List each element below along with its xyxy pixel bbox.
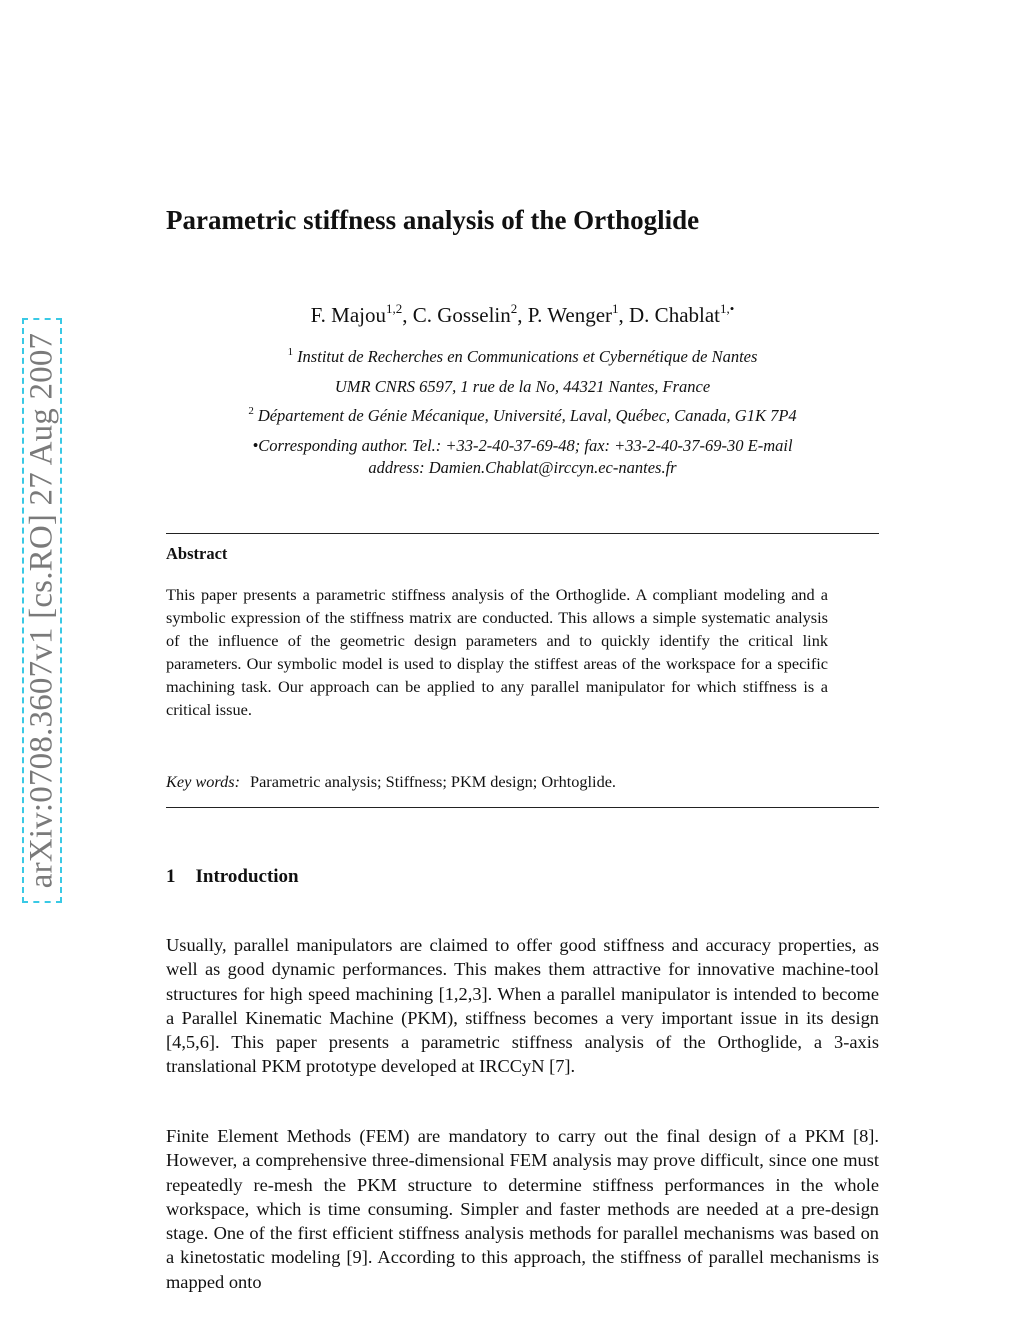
author-4: D. Chablat$^{1,•}$: [629, 301, 735, 327]
arxiv-identifier-stamp: [22, 318, 62, 903]
keywords-text: Parametric analysis; Stiffness; PKM design; Orhtoglide.: [250, 772, 617, 791]
arxiv-identifier-text: arXiv:0708.3607v1 [cs.RO] 27 Aug 2007: [23, 332, 60, 889]
affiliation-1-mark: 1: [287, 346, 294, 358]
author-list: [166, 300, 879, 330]
affiliation-2-mark: 2: [248, 405, 254, 417]
abstract-text: This paper presents a parametric stiffness analysis of the Orthoglide. A compliant modeling and a symbolic expression of the stiffness matrix are conducted. This allows a simple systematic analysis of the influence of the geometric design parameters and to quickly identify the critical link parameters. Our symbolic model is used to display the stiffest areas of the workspace for a specific machining task. Our approach can be applied to any parallel manipulator for which stiffness is a critical issue.: [166, 585, 828, 719]
intro-paragraph-2: Finite Element Methods (FEM) are mandatory to carry out the final design of a PKM [8]. However, a comprehensive three-dimensional FEM analysis may prove difficult, since one must repeatedly re-mesh the PKM structure to determine stiffness performances in the whole workspace, which is time consuming. Simpler and faster methods are needed at a pre-design stage. One of the first efficient stiffness analysis methods for parallel mechanisms was based on a kinetostatic modeling [9]. According to this approach, the stiffness of parallel mechanisms is mapped onto: [166, 1126, 879, 1292]
author-1: F. Majou$^{1,2}$,: [310, 301, 413, 327]
affiliation-2: $^2$ Département de Génie Mécanique, Université, Laval, Québec, Canada, G1K 7P4: [248, 405, 797, 425]
intro-paragraph-1: Usually, parallel manipulators are claimed to offer good stiffness and accuracy properties, as well as good dynamic performances. This makes them attractive for innovative machine-tool structures for high speed machining [1,2,3]. When a parallel manipulator is intended to become a Parallel Kinematic Machine (PKM), stiffness becomes a very important issue in its design [4,5,6]. This paper presents a parametric stiffness analysis of the Orthoglide, a 3-axis translational PKM prototype developed at IRCCyN [7].: [166, 935, 879, 1077]
section-title: Introduction: [195, 866, 299, 887]
abstract-top-rule: [166, 533, 879, 534]
keywords: [166, 770, 879, 793]
section-heading-introduction: [166, 864, 299, 890]
affiliation-1-line-2: UMR CNRS 6597, 1 rue de la No, 44321 Nantes, France: [334, 377, 711, 396]
section-number: 1: [166, 866, 176, 887]
corresponding-author-line-2: address: Damien.Chablat@irccyn.ec-nantes.fr: [368, 458, 677, 477]
keywords-label: Key words:: [166, 772, 241, 791]
paper-title: Parametric stiffness analysis of the Orthoglide: [166, 205, 700, 235]
abstract-bottom-rule: [166, 807, 879, 808]
author-2: C. Gosselin$^2$,: [412, 301, 528, 327]
corresponding-author-line-1: •Corresponding author. Tel.: +33-2-40-37-69-48; fax: +33-2-40-37-69-30 E-mail: [252, 436, 793, 455]
affiliation-1-line-1: $^1$ Institut de Recherches en Communications et Cybernétique de Nantes: [287, 346, 758, 366]
author-3: P. Wenger$^1$,: [527, 301, 630, 327]
abstract-heading: Abstract: [166, 544, 228, 563]
